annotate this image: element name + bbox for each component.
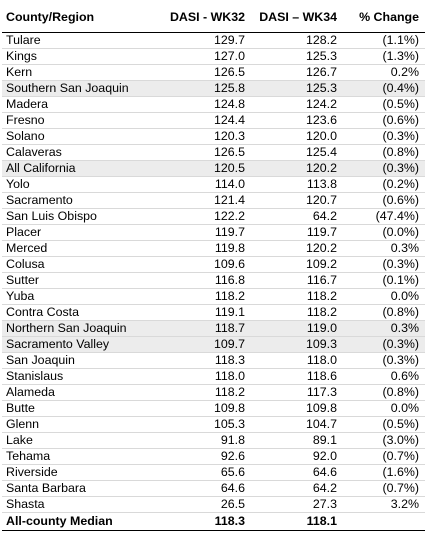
dasi-wk32-value: 126.5 (159, 65, 251, 81)
table-row (2, 337, 425, 353)
county-name: Sutter (2, 273, 159, 289)
table-row (2, 433, 425, 449)
table-row (2, 33, 425, 49)
percent-change-value: (0.3%) (343, 129, 425, 145)
percent-change-value: (0.7%) (343, 449, 425, 465)
median-wk34: 118.1 (251, 513, 343, 531)
table-row (2, 225, 425, 241)
county-name: San Luis Obispo (2, 209, 159, 225)
dasi-wk32-value: 116.8 (159, 273, 251, 289)
dasi-wk34-value: 119.0 (251, 321, 343, 337)
dasi-wk32-value: 118.2 (159, 289, 251, 305)
dasi-table (2, 2, 425, 531)
dasi-wk34-value: 120.0 (251, 129, 343, 145)
dasi-wk34-value: 27.3 (251, 497, 343, 513)
dasi-wk32-value: 126.5 (159, 145, 251, 161)
county-name: Merced (2, 241, 159, 257)
percent-change-value: (0.3%) (343, 353, 425, 369)
dasi-wk32-value: 125.8 (159, 81, 251, 97)
percent-change-value: 0.2% (343, 65, 425, 81)
dasi-wk32-value: 129.7 (159, 33, 251, 49)
dasi-wk34-value: 125.4 (251, 145, 343, 161)
dasi-wk34-value: 113.8 (251, 177, 343, 193)
dasi-wk32-value: 119.1 (159, 305, 251, 321)
dasi-wk34-value: 124.2 (251, 97, 343, 113)
table-row (2, 305, 425, 321)
dasi-wk32-value: 114.0 (159, 177, 251, 193)
dasi-wk32-value: 121.4 (159, 193, 251, 209)
header-county-region: County/Region (2, 2, 159, 33)
table-row (2, 81, 425, 97)
table-body (2, 33, 425, 513)
table-row (2, 385, 425, 401)
county-name: San Joaquin (2, 353, 159, 369)
table-row (2, 449, 425, 465)
dasi-wk34-value: 119.7 (251, 225, 343, 241)
dasi-wk32-value: 109.7 (159, 337, 251, 353)
county-name: Sacramento Valley (2, 337, 159, 353)
header-dasi-wk34: DASI – WK34 (251, 2, 343, 33)
table-row (2, 257, 425, 273)
percent-change-value: (1.3%) (343, 49, 425, 65)
county-name: Fresno (2, 113, 159, 129)
percent-change-value: (0.7%) (343, 481, 425, 497)
dasi-wk34-value: 118.6 (251, 369, 343, 385)
percent-change-value: (0.8%) (343, 305, 425, 321)
table-row (2, 353, 425, 369)
county-name: Madera (2, 97, 159, 113)
dasi-wk34-value: 109.2 (251, 257, 343, 273)
county-name: Tulare (2, 33, 159, 49)
county-name: Sacramento (2, 193, 159, 209)
percent-change-value: (0.6%) (343, 193, 425, 209)
dasi-wk34-value: 126.7 (251, 65, 343, 81)
dasi-wk32-value: 64.6 (159, 481, 251, 497)
table-row (2, 193, 425, 209)
table-row (2, 481, 425, 497)
table-row (2, 465, 425, 481)
percent-change-value: (1.1%) (343, 33, 425, 49)
median-row (2, 513, 425, 531)
dasi-wk32-value: 127.0 (159, 49, 251, 65)
dasi-wk34-value: 118.2 (251, 289, 343, 305)
dasi-wk32-value: 124.4 (159, 113, 251, 129)
dasi-wk34-value: 64.6 (251, 465, 343, 481)
county-name: Shasta (2, 497, 159, 513)
county-name: Calaveras (2, 145, 159, 161)
table-container (2, 2, 425, 531)
dasi-wk32-value: 118.2 (159, 385, 251, 401)
dasi-wk34-value: 125.3 (251, 81, 343, 97)
dasi-wk32-value: 26.5 (159, 497, 251, 513)
county-name: Solano (2, 129, 159, 145)
table-row (2, 113, 425, 129)
dasi-wk32-value: 120.3 (159, 129, 251, 145)
dasi-wk32-value: 105.3 (159, 417, 251, 433)
dasi-wk34-value: 125.3 (251, 49, 343, 65)
table-row (2, 369, 425, 385)
dasi-wk32-value: 92.6 (159, 449, 251, 465)
dasi-wk32-value: 124.8 (159, 97, 251, 113)
table-row (2, 273, 425, 289)
dasi-wk34-value: 117.3 (251, 385, 343, 401)
dasi-wk32-value: 65.6 (159, 465, 251, 481)
dasi-wk34-value: 128.2 (251, 33, 343, 49)
county-name: Santa Barbara (2, 481, 159, 497)
percent-change-value: (47.4%) (343, 209, 425, 225)
county-name: Southern San Joaquin (2, 81, 159, 97)
table-row (2, 289, 425, 305)
dasi-wk32-value: 122.2 (159, 209, 251, 225)
median-wk32: 118.3 (159, 513, 251, 531)
county-name: Kern (2, 65, 159, 81)
dasi-wk32-value: 119.7 (159, 225, 251, 241)
dasi-wk32-value: 109.8 (159, 401, 251, 417)
county-name: Yolo (2, 177, 159, 193)
table-row (2, 417, 425, 433)
dasi-wk34-value: 118.0 (251, 353, 343, 369)
county-name: Riverside (2, 465, 159, 481)
percent-change-value: (0.2%) (343, 177, 425, 193)
percent-change-value: (0.8%) (343, 145, 425, 161)
percent-change-value: (0.3%) (343, 161, 425, 177)
percent-change-value: (3.0%) (343, 433, 425, 449)
dasi-wk34-value: 109.3 (251, 337, 343, 353)
dasi-wk32-value: 91.8 (159, 433, 251, 449)
dasi-wk34-value: 120.2 (251, 241, 343, 257)
dasi-wk34-value: 120.7 (251, 193, 343, 209)
percent-change-value: (0.6%) (343, 113, 425, 129)
dasi-wk32-value: 119.8 (159, 241, 251, 257)
table-row (2, 497, 425, 513)
county-name: Placer (2, 225, 159, 241)
county-name: Kings (2, 49, 159, 65)
percent-change-value: 0.0% (343, 289, 425, 305)
percent-change-value: 0.6% (343, 369, 425, 385)
table-row (2, 97, 425, 113)
table-row (2, 65, 425, 81)
table-row (2, 321, 425, 337)
county-name: Lake (2, 433, 159, 449)
percent-change-value: (1.6%) (343, 465, 425, 481)
dasi-wk34-value: 118.2 (251, 305, 343, 321)
table-row (2, 401, 425, 417)
dasi-wk34-value: 92.0 (251, 449, 343, 465)
table-row (2, 145, 425, 161)
county-name: Glenn (2, 417, 159, 433)
table-row (2, 177, 425, 193)
dasi-wk32-value: 120.5 (159, 161, 251, 177)
percent-change-value: (0.5%) (343, 417, 425, 433)
dasi-wk32-value: 109.6 (159, 257, 251, 273)
table-footer (2, 513, 425, 531)
dasi-wk34-value: 116.7 (251, 273, 343, 289)
county-name: All California (2, 161, 159, 177)
percent-change-value: (0.8%) (343, 385, 425, 401)
table-row (2, 161, 425, 177)
dasi-wk32-value: 118.7 (159, 321, 251, 337)
county-name: Northern San Joaquin (2, 321, 159, 337)
percent-change-value: (0.5%) (343, 97, 425, 113)
percent-change-value: 0.3% (343, 241, 425, 257)
header-percent-change: % Change (343, 2, 425, 33)
table-row (2, 241, 425, 257)
county-name: Alameda (2, 385, 159, 401)
table-row (2, 209, 425, 225)
dasi-wk34-value: 64.2 (251, 481, 343, 497)
dasi-wk32-value: 118.3 (159, 353, 251, 369)
percent-change-value: (0.4%) (343, 81, 425, 97)
percent-change-value: (0.3%) (343, 337, 425, 353)
percent-change-value: (0.3%) (343, 257, 425, 273)
table-row (2, 129, 425, 145)
dasi-wk34-value: 89.1 (251, 433, 343, 449)
county-name: Stanislaus (2, 369, 159, 385)
table-header (2, 2, 425, 33)
dasi-wk34-value: 120.2 (251, 161, 343, 177)
percent-change-value: 0.3% (343, 321, 425, 337)
median-label: All-county Median (2, 513, 159, 531)
dasi-wk34-value: 123.6 (251, 113, 343, 129)
percent-change-value: (0.0%) (343, 225, 425, 241)
county-name: Butte (2, 401, 159, 417)
header-row (2, 2, 425, 33)
dasi-wk34-value: 104.7 (251, 417, 343, 433)
county-name: Tehama (2, 449, 159, 465)
median-change (343, 513, 425, 531)
dasi-wk32-value: 118.0 (159, 369, 251, 385)
percent-change-value: 0.0% (343, 401, 425, 417)
header-dasi-wk32: DASI - WK32 (159, 2, 251, 33)
dasi-wk34-value: 64.2 (251, 209, 343, 225)
table-row (2, 49, 425, 65)
percent-change-value: 3.2% (343, 497, 425, 513)
dasi-wk34-value: 109.8 (251, 401, 343, 417)
county-name: Yuba (2, 289, 159, 305)
county-name: Colusa (2, 257, 159, 273)
county-name: Contra Costa (2, 305, 159, 321)
percent-change-value: (0.1%) (343, 273, 425, 289)
